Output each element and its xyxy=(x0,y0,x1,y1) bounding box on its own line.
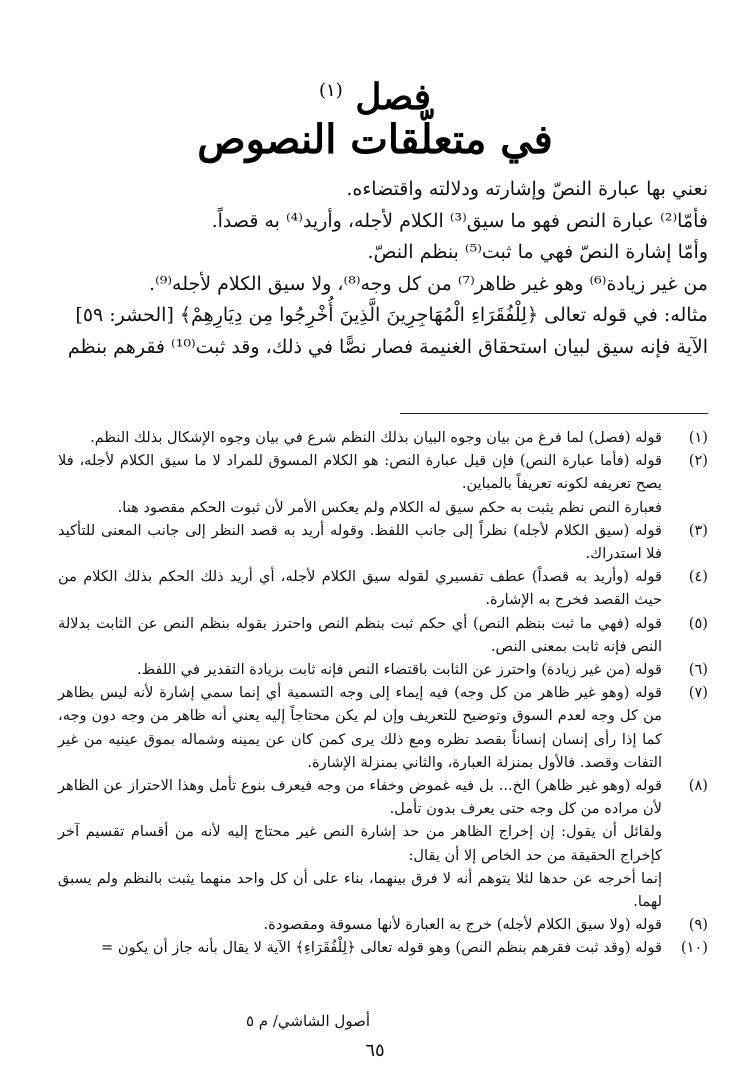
chapter-subtitle: في متعلّقات النصوص xyxy=(197,116,553,163)
footnote-continuation: إنما أخرجه عن حدها لئلا يتوهم أنه لا فرق بينهما، بناء على أن كل واحد منهما يثبت بالنظم ولم يسبق لهما. xyxy=(58,869,662,911)
footnote-text: قوله (وأريد به قصداً) عطف تفسيري لقوله سيق الكلام لأجله، أي أريد ذلك الحكم بذلك الكلام من حيث القصد فخرج به الإشارة. xyxy=(58,568,662,609)
body-line: الآية فإنه سيق لبيان استحقاق الغنيمة فصار نصًّا في ذلك، وقد ثبت⁽¹⁰⁾ فقرهم بنظم xyxy=(67,335,708,358)
footnote-continuation: فعبارة النص نظم يثبت به حكم سيق له الكلام ولم يعكس الأمر لأن ثبوت الحكم مقصود هنا. xyxy=(117,498,662,516)
footnote-number: (٨) xyxy=(688,777,708,795)
body-line: من غير زيادة⁽⁶⁾ وهو غير ظاهر⁽⁷⁾ من كل وجه⁽⁸⁾، ولا سيق الكلام لأجله⁽⁹⁾. xyxy=(149,272,708,295)
footnote-text: قوله (سيق الكلام لأجله) نظراً إلى جانب اللفظ. وقوله أريد به قصد النظر إلى جانب المعنى للتأكيد فلا استدراك. xyxy=(58,521,662,563)
footnote-text: قوله (وقد ثبت فقرهم بنظم النص) وهو قوله تعالى ﴿لِلْفُقَرَاءِ﴾ الآية لا يقال بأنه جاز أن يكون = xyxy=(101,939,662,957)
body-line: نعني بها عبارة النصّ وإشارته ودلالته واقتضاءه. xyxy=(346,178,708,200)
body-line: فأمّا⁽²⁾ عبارة النص فهو ما سيق⁽³⁾ الكلام لأجله، وأريد⁽⁴⁾ به قصداً. xyxy=(211,209,708,232)
footnote-number: (٩) xyxy=(688,916,708,934)
footnote-item xyxy=(58,519,708,565)
footnote-number: (٤) xyxy=(688,568,708,586)
footnote-text: قوله (فصل) لما فرغ من بيان وجوه البيان بذلك النظم شرع في بيان وجوه الإشكال بذلك النظم. xyxy=(90,429,662,446)
chapter-title: فصل xyxy=(355,76,431,118)
footnote-continuation: ولقائل أن يقول: إن إخراج الظاهر من حد إشارة النص غير محتاج إليه لأنه من أقسام تقسيم آخر كإخراج الحقيقة من حد الخاص إلا أن يقال: xyxy=(58,823,662,864)
footnotes xyxy=(58,426,708,960)
footnote-item xyxy=(58,936,708,959)
footnote-number: (١٠) xyxy=(680,939,708,957)
footnote-number: (٢) xyxy=(688,452,708,470)
footnote-item xyxy=(58,565,708,611)
footnote-number: (٣) xyxy=(688,521,708,539)
footnote-item xyxy=(58,658,708,681)
footnote-text: قوله (ولا سيق الكلام لأجله) خرج به العبارة لأنها مسوقة ومقصودة. xyxy=(263,916,662,934)
footnote-separator xyxy=(400,413,708,414)
footnote-text: قوله (وهو غير ظاهر) الخ... بل فيه غموض وخفاء من وجه فيعرف بنوع تأمل وهذا الاحتراز عن الظاهر لأن مراده من كل وجه حتى يعرف بدون تأمل. xyxy=(58,777,662,818)
body-line: مثاله: في قوله تعالى ﴿لِلْفُقَرَاءِ الْمُهَاجِرِينَ الَّذِينَ أُخْرِجُوا مِن دِيَارِهِمْ﴾ [الحشر: ٥٩] xyxy=(75,304,708,326)
footnote-text: قوله (فأما عبارة النص) فإن قيل عبارة النص: هو الكلام المسوق للمراد لا ما سيق الكلام لأجله، فلا يصح تعريفه لكونه تعريفاً بالمباين. xyxy=(58,452,662,493)
footnote-item xyxy=(58,426,708,449)
chapter-title-footnote-ref: (١) xyxy=(319,80,343,101)
footnote-item xyxy=(58,612,708,658)
footnote-number: (١) xyxy=(688,429,708,446)
footnote-item xyxy=(58,913,708,936)
body-line: وأمّا إشارة النصّ فهي ما ثبت⁽⁵⁾ بنظم النصّ. xyxy=(367,241,708,263)
source-note: أصول الشاشي/ م ٥ xyxy=(245,1012,370,1030)
chapter-heading xyxy=(0,68,750,120)
footnote-text: قوله (فهي ما ثبت بنظم النص) أي حكم ثبت بنظم النص واحترز بقوله بنظم النص عن الثابت بدلالة النص فإنه ثابت بمعنى النص. xyxy=(58,614,662,655)
main-text xyxy=(62,174,708,363)
footnote-item xyxy=(58,449,708,495)
footnote-item xyxy=(58,681,708,774)
footnote-text: قوله (وهو غير ظاهر من كل وجه) فيه إيماء إلى وجه التسمية أي إنما سمي إشارة لأنه ليس بظاهر من كل وجه لعدم السوق وتوضيح للتعريف وإن لم يكن محتاجاً إليه يعني أنه ظاهر من وجه دون وجه، كما إذا رأى إنسان إنساناً بقصد نظره ومع ذلك يرى كمن كان عن يمينه وشماله بموق عينيه من غير التفات وقصد. فالأول بمنزلة العبارة، والثاني بمنزلة الإشارة. xyxy=(58,684,662,771)
footnote-number: (٦) xyxy=(688,661,708,679)
page-number: ٦٥ xyxy=(365,1040,385,1061)
footnote-number: (٥) xyxy=(688,614,708,632)
footnote-text: قوله (من غير زيادة) واحترز عن الثابت باقتضاء النص فإنه ثابت بزيادة التقدير في اللفظ. xyxy=(136,661,662,679)
footnote-number: (٧) xyxy=(688,684,708,702)
footnote-item xyxy=(58,774,708,820)
